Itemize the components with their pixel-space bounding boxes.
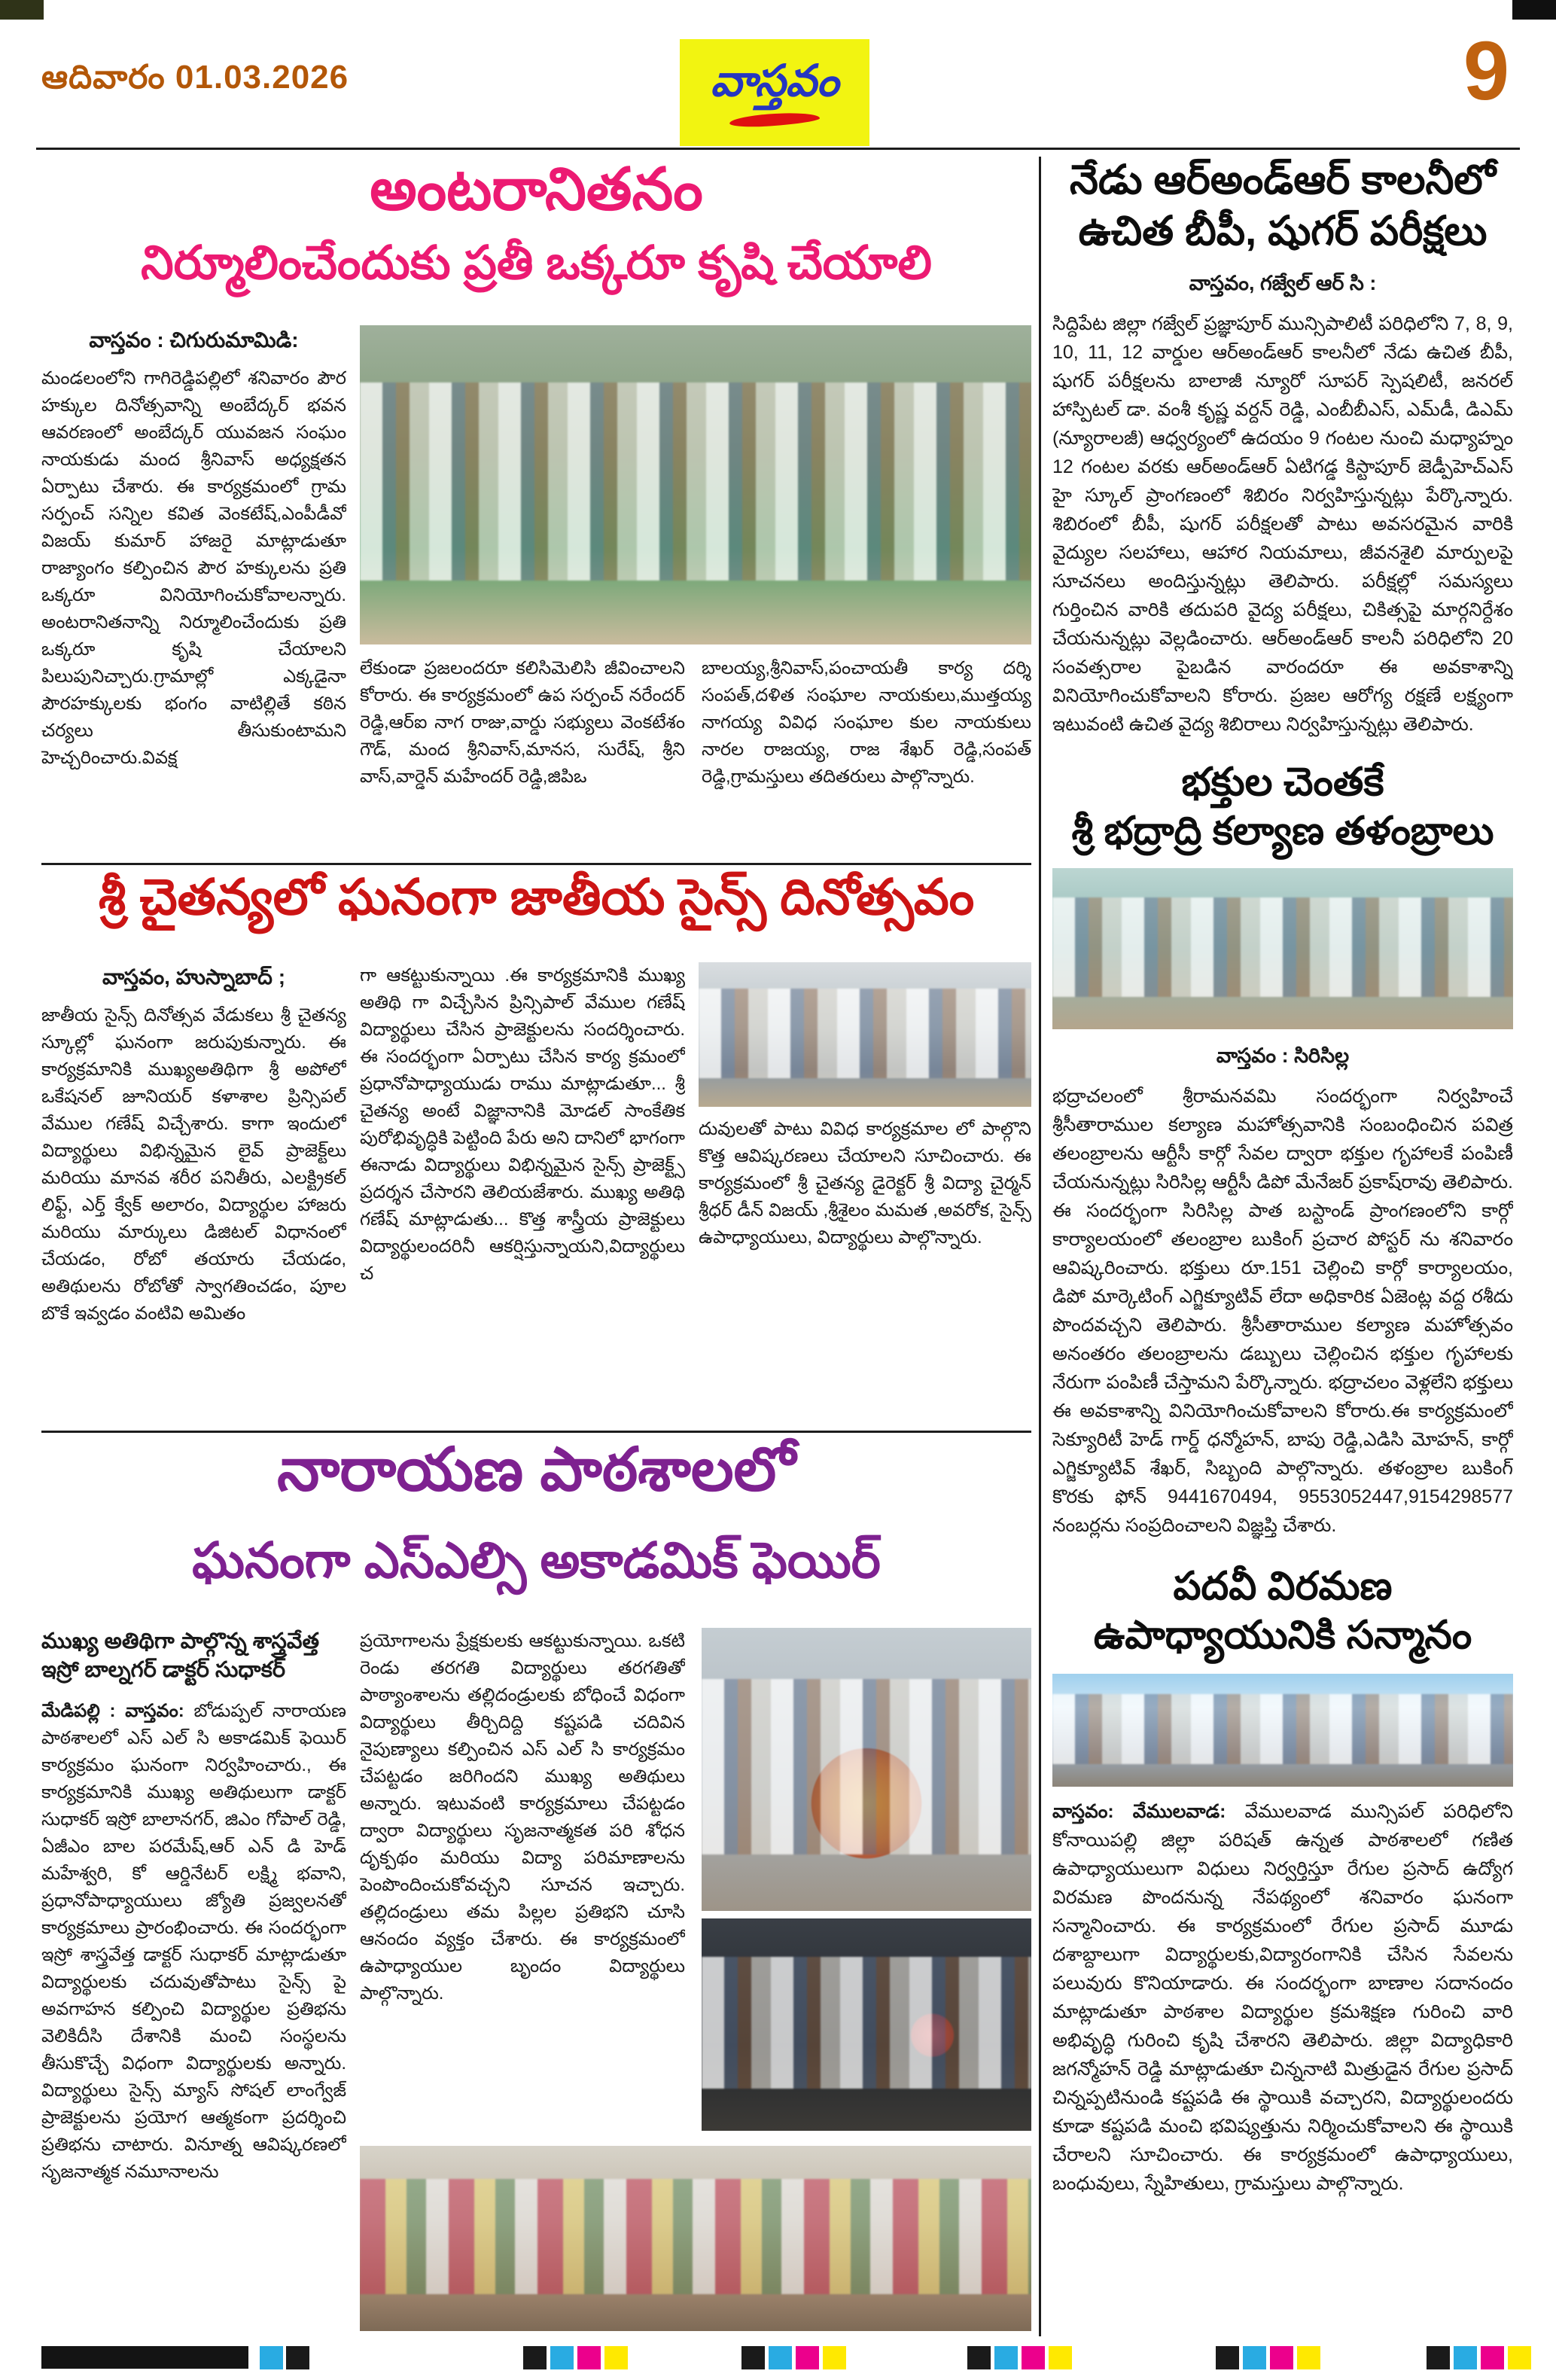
article1-text-col3: బాలయ్య,శ్రీనివాస్,పంచాయతీ కార్య దర్శి సంపత్,దళిత సంఘాల నాయకులు,ముత్తయ్య నాగయ్య వివిధ సంఘాల కుల నాయకులు నారల రాజయ్య, రాజ శేఖర్ రెడ్డి,సంపత్ రెడ్డి,గ్రామస్తులు తదితరులు పాల్గొన్నారు.: [702, 658, 1031, 787]
article2-column1: [41, 962, 346, 1423]
article1-text-col1: మండలంలోని గాగిరెడ్డిపల్లిలో శనివారం పౌర హక్కుల దినోత్సవాన్ని అంబేద్కర్ భవన ఆవరణంలో అంబేద్కర్ యువజన సంఘం నాయకుడు మంద శ్రీనివాస్ అధ్యక్షతన ఏర్పాటు చేశారు. ఈ కార్యక్రమంలో గ్రామ సర్పంచ్ సన్నిల కవిత వెంకటేష్,ఎంపీడీవో విజయ్ కుమార్ హాజరై మాట్లాడుతూ రాజ్యాంగం కల్పించిన పౌర హక్కులను ప్రతి ఒక్కరూ వినియోగించుకోవాలన్నారు. అంటరానితనాన్ని నిర్మూలించేందుకు ప్రతి ఒక్కరూ కృషి చేయాలని పిలుపునిచ్చారు.గ్రామాల్లో ఎక్కడైనా పౌరహక్కులకు భంగం వాటిల్లితే కఠిన చర్యలు తీసుకుంటామని హెచ్చరించారు.వివక్ష: [41, 368, 346, 768]
section-divider-1: [41, 863, 1031, 865]
right3-byline: వాస్తవం: వేములవాడ:: [1052, 1801, 1226, 1822]
right1-headline-line1: నేడు ఆర్అండ్ఆర్ కాలనీలో: [1070, 157, 1496, 203]
footer-black-bar: [41, 2346, 248, 2369]
right3-body-text: వేములవాడ మున్సిపల్ పరిధిలోని కోనాయిపల్లి జిల్లా పరిషత్ ఉన్నత పాఠశాలలో గణిత ఉపాధ్యాయులుగా విధులు నిర్వర్తిస్తూ రేగుల ప్రసాద్ ఉద్యోగ విరమణ పొందనున్న నేపథ్యంలో శనివారం ఘనంగా సన్మానించారు. ఈ కార్యక్రమంలో రేగుల ప్రసాద్ మూడు దశాబ్దాలుగా విద్యార్థులకు,విద్యారంగానికి చేసిన సేవలను పలువురు కొనియాడారు. ఈ సందర్భంగా బాణాల సదానందం మాట్లాడుతూ పాఠశాల విద్యార్థుల క్రమశిక్షణ గురించి వారి అభివృద్ధి గురించి కృషి చేశారని తెలిపారు. జిల్లా విద్యాధికారి జగన్మోహన్ రెడ్డి మాట్లాడుతూ చిన్ననాటి మిత్రుడైన రేగుల ప్రసాద్ చిన్నప్పటినుండి కష్టపడి ఈ స్థాయికి వచ్చారని, విద్యార్థులందరు కూడా కష్టపడి మంచి భవిష్యత్తును నిర్మించుకోవాలని ఈ స్థాయికి చేరాలని సూచించారు. ఈ కార్యక్రమంలో ఉపాధ్యాయులు, బంధువులు, స్నేహితులు, గ్రామస్తులు పాల్గొన్నారు.: [1052, 1801, 1513, 2194]
yellow-square: [1508, 2346, 1531, 2369]
column-divider: [1039, 157, 1041, 2336]
article3-byline: మేడిపల్లి : వాస్తవం:: [41, 1701, 184, 1722]
article2-text-col2: గా ఆకట్టుకున్నాయి .ఈ కార్యక్రమానికి ముఖ్య అతిథి గా విచ్చేసిన ప్రిన్సిపాల్ వేముల గణేష్ విద్యార్థులు చేసిన ప్రాజెక్టులను సందర్శించారు. ఈ సందర్భంగా ఏర్పాటు చేసిన కార్య క్రమంలో ప్రధానోపాధ్యాయుడు రాము మాట్లాడుతూ... శ్రీ చైతన్య అంటే విజ్ఞానానికి మోడల్ సాంకేతిక పురోభివృద్ధికి పెట్టింది పేరు అని దానిలో భాగంగా ఈనాడు విద్యార్థులు విభిన్నమైన సైన్స్ ప్రాజెక్ట్స్ ప్రదర్శన చేసారని తెలియజేశారు. ముఖ్య అతిథి గణేష్ మాట్లాడుతు... కొత్త శాస్త్రీయ ప్రాజెక్టులు విద్యార్థులందరినీ ఆకర్షిస్తున్నాయని,విద్యార్థులు చ: [360, 965, 685, 1284]
right2-photo: [1052, 868, 1513, 1029]
right3-headline-line1: పదవీ విరమణ: [1173, 1565, 1393, 1608]
article1: [41, 325, 1031, 858]
right2-headline-line2: శ్రీ భద్రాద్రి కల్యాణ తళంబ్రాలు: [1071, 809, 1494, 853]
article3-subhead-line1: ముఖ్య అతిథిగా పాల్గొన్న శాస్త్రవేత్త: [41, 1629, 320, 1653]
article2-headline: శ్రీ చైతన్యలో ఘనంగా జాతీయ సైన్స్ దినోత్సవం: [98, 869, 975, 925]
article2-text-col3: దువులతో పాటు వివిధ కార్యక్రమాల లో పాల్గొని కొత్త ఆవిష్కరణలు చేయాలని సూచించారు. ఈ కార్యక్రమంలో శ్రీ చైతన్య డైరెక్టర్ శ్రీ విద్యా చైర్మన్ శ్రీధర్ డీన్ విజయ్ ,శ్రీశైలం మమత ,అవరోక, సైన్స్ ఉపాధ్యాయులు, విద్యార్థులు పాల్గొన్నారు.: [699, 1119, 1031, 1248]
article1-photo: [360, 325, 1031, 645]
right1-byline: వాస్తవం, గజ్వేల్ ఆర్ సి :: [1189, 272, 1377, 294]
article3-text-col1: [41, 1698, 346, 2186]
black-square: [286, 2346, 309, 2369]
article3-photo-science-models: [702, 1918, 1031, 2131]
right3-photo: [1052, 1674, 1513, 1787]
article2-photo: [699, 962, 1031, 1107]
right1-body: సిద్దిపేట జిల్లా గజ్వేల్ ప్రజ్ఞాపూర్ మున్సిపాలిటీ పరిధిలోని 7, 8, 9, 10, 11, 12 వార్డుల ఆర్అండ్ఆర్ కాలనీలో నేడు ఉచిత బీపీ, షుగర్ పరీక్షలను బాలాజీ న్యూరో సూపర్ స్పెషలిటీ, జనరల్ హాస్పిటల్ డా. వంశీ కృష్ణ వర్దన్ రెడ్డి, ఎంబీబీఎస్, ఎమ్‌డీ, డిఎమ్ (న్యూరాలజీ) ఆధ్వర్యంలో ఉదయం 9 గంటల నుంచి మధ్యాహ్నం 12 గంటల వరకు ఆర్అండ్ఆర్ ఏటిగడ్డ కిస్టాపూర్ జెడ్పీహెచ్ఎస్ హై స్కూల్ ప్రాంగణంలో శిబిరం నిర్వహిస్తున్నట్లు పేర్కొన్నారు. శిబిరంలో బీపీ, షుగర్ పరీక్షలతో పాటు అవసరమైన వారికి వైద్యుల సలహాలు, ఆహార నియమాలు, జీవనశైలి మార్పులపై సూచనలు అందిస్తున్నట్లు తెలిపారు. పరీక్షల్లో సమస్యలు గుర్తించిన వారికి తదుపరి వైద్య పరీక్షలు, చికిత్సపై మార్గనిర్దేశం చేయనున్నట్లు వెల్లడించారు. ఆర్అండ్ఆర్ కాలనీ పరిధిలోని 20 సంవత్సరాల పైబడిన వారందరూ ఈ అవకాశాన్ని వినియోగించుకోవాలని కోరారు. ప్రజల ఆరోగ్య రక్షణే లక్ష్యంగా ఇటువంటి ఉచిత వైద్య శిబిరాలు నిర్వహిస్తున్నట్లు తెలిపారు.: [1052, 313, 1513, 735]
black-square: [741, 2346, 765, 2369]
article3-text-col1-body: బోడుప్పల్ నారాయణ పాఠశాలలో ఎస్ ఎల్ సి అకాడమిక్ ఫెయిర్ కార్యక్రమం ఘనంగా నిర్వహించారు., ఈ కార్యక్రమానికి ముఖ్య అతిథులుగా డాక్టర్ సుధాకర్ ఇస్రో బాలానగర్, జిఎం గోపాల్ రెడ్డి, ఏజీఎం బాల పరమేష్,ఆర్ ఎన్ డి హెడ్ మహేశ్వరి, కో ఆర్డినేటర్ లక్ష్మి భవాని, ప్రధానోపాధ్యాయులు జ్యోతి ప్రజ్వలనతో కార్యక్రమాలు ప్రారంభించారు. ఈ సందర్భంగా ఇస్రో శాస్త్రవేత్త డాక్టర్ సుధాకర్ మాట్లాడుతూ విద్యార్థులకు చదువుతోపాటు సైన్స్ పై అవగాహన కల్పించి విద్యార్థుల ప్రతిభను వెలికిదీసి దేశానికి మంచి సంస్థలను తీసుకొచ్చే విధంగా విద్యార్థులకు అన్నారు. విద్యార్థులు సైన్స్ మ్యాస్ సోషల్ లాంగ్వేజ్ ప్రాజెక్టులను ప్రయోగ ఆత్మకంగా ప్రదర్శించి ప్రతిభను చాటారు. వినూత్న ఆవిష్కరణలో సృజనాత్మక నమూనాలను: [41, 1701, 346, 2183]
header-divider: [36, 148, 1520, 150]
right1-headline-line2: ఉచిత బీపీ, షుగర్ పరీక్షలు: [1078, 208, 1487, 254]
article3-right-block: [360, 1628, 1031, 2337]
article1-column1: [41, 325, 346, 858]
article1-headline-line1: అంటరానితనం: [370, 156, 703, 222]
article3-photo-wide: [360, 2146, 1031, 2331]
footer-mark-pair: [260, 2346, 309, 2369]
article3-subhead: [41, 1628, 346, 1684]
article1-headline-line2: నిర్మూలించేందుకు ప్రతీ ఒక్కరూ కృషి చేయాలి: [141, 237, 932, 289]
footer-registration-strip: [0, 2343, 1556, 2372]
page-number: 9: [1463, 25, 1509, 117]
article1-byline: వాస్తవం : చిగురుమామిడి:: [89, 328, 299, 352]
article2: [41, 962, 1031, 1423]
right1-headline: [1052, 155, 1513, 257]
article3-text-col2: ప్రయోగాలను ప్రేక్షకులకు ఆకట్టుకున్నాయి. ఒకటి రెండు తరగతి విద్యార్థులు తరగతితో పాఠ్యాంశాలను తల్లిదండ్రులకు బోధించే విధంగా విద్యార్థులు తీర్చిదిద్ది కష్టపడి చదివిన నైపుణ్యాలు కల్పించిన ఎస్ ఎల్ సి కార్యక్రమం చేపట్టడం జరిగిందని ముఖ్య అతిథులు అన్నారు. ఇటువంటి కార్యక్రమాలు చేపట్టడం ద్వారా విద్యార్థులు సృజనాత్మకత పరి శోధన దృక్పథం మరియు విద్యా పరిమాణాలను పెంపొందించుకోవచ్చని సూచన ఇచ్చారు. తల్లిదండ్రులు తమ పిల్లల ప్రతిభని చూసి ఆనందం వ్యక్తం చేశారు. ఈ కార్యక్రమంలో ఉపాధ్యాయుల బృందం విద్యార్థులు పాల్గొన్నారు.: [360, 1631, 685, 2004]
cyan-square: [1243, 2346, 1266, 2369]
masthead-logo: [680, 39, 869, 146]
magenta-square: [1270, 2346, 1293, 2369]
footer-cmyk-group-1: [523, 2346, 628, 2369]
black-square: [1216, 2346, 1239, 2369]
cyan-square: [260, 2346, 283, 2369]
cyan-square: [550, 2346, 574, 2369]
black-square: [1427, 2346, 1450, 2369]
yellow-square: [604, 2346, 628, 2369]
cyan-square: [769, 2346, 792, 2369]
magenta-square: [1022, 2346, 1045, 2369]
footer-cmyk-group-3: [967, 2346, 1072, 2369]
section-divider-2: [41, 1431, 1031, 1433]
article2-text-col1: జాతీయ సైన్స్ దినోత్సవ వేడుకలు శ్రీ చైతన్య స్కూల్లో ఘనంగా జరుపుకున్నారు. ఈ కార్యక్రమానికి ముఖ్యఅతిథిగా శ్రీ అపోలో ఒకేషనల్ జూనియర్ కళాశాల ప్రిన్సిపల్ వేముల గణేష్ విచ్చేశారు. కాగా ఇందులో విద్యార్థులు విభిన్నమైన లైవ్ ప్రాజెక్ట్‌లు మరియు మానవ శరీర పనితీరు, ఎలక్ట్రికల్ లిఫ్ట్, ఎర్త్ క్వేక్ అలారం, విద్యార్థుల హాజరు మరియు మార్కులు డిజిటల్ విధానంలో చేయడం, రోబో తయారు చేయడం, అతిథులను రోబోతో స్వాగతించడం, పూల బొకే ఇవ్వడం వంటివి అమితం: [41, 1005, 346, 1324]
top-left-registration-mark: [0, 0, 44, 20]
article3-subhead-line2: ఇస్రో బాల్నగర్ డాక్టర్ సుధాకర్: [41, 1657, 286, 1682]
right3-headline: [1052, 1562, 1513, 1660]
magenta-square: [1481, 2346, 1504, 2369]
footer-cmyk-group-2: [741, 2346, 846, 2369]
yellow-square: [1049, 2346, 1072, 2369]
magenta-square: [577, 2346, 601, 2369]
article1-text-col2: లేకుండా ప్రజలందరూ కలిసిమెలిసి జీవించాలని కోరారు. ఈ కార్యక్రమంలో ఉప సర్పంచ్ నరేందర్ రెడ్డి,ఆర్ఐ నాగ రాజు,వార్డు సభ్యులు వెంకటేశం గౌడ్, మంద శ్రీనివాస్,మానస, సురేష్, శ్రీని వాస్,వార్డెన్ మహేందర్ రెడ్డి,జిపిఒ: [360, 658, 685, 787]
footer-cmyk-group-5: [1427, 2346, 1531, 2369]
right2-byline: వాస్తవం : సిరిసిల్ల: [1216, 1044, 1350, 1067]
right2-body: భద్రాచలంలో శ్రీరామనవమి సందర్భంగా నిర్వహించే శ్రీసీతారాముల కల్యాణ మహోత్సవానికి సంబంధించిన పవిత్ర తలంబ్రాలను ఆర్టీసీ కార్గో సేవల ద్వారా భక్తుల గృహాలకే పంపిణీ చేయనున్నట్లు సిరిసిల్ల ఆర్టీసీ డిపో మేనేజర్ ప్రకాష్‌రావు తెలిపారు. ఈ సందర్భంగా సిరిసిల్ల పాత బస్టాండ్ ప్రాంగణంలోని కార్గో కార్యాలయంలో తలంబ్రాల బుకింగ్ ప్రచార పోస్టర్ ను శనివారం ఆవిష్కరించారు. భక్తులు రూ.151 చెల్లించి కార్గో కార్యాలయం, డిపో మార్కెటింగ్ ఎగ్జిక్యూటివ్ లేదా అధికారిక ఏజెంట్ల వద్ద రశీదు పొందవచ్చని తెలిపారు. శ్రీసీతారాముల కల్యాణ మహోత్సవం అనంతరం తలంబ్రాలను డబ్బులు చెల్లించిన భక్తుల గృహాలకు నేరుగా పంపిణీ చేస్తామని పేర్కొన్నారు. భద్రాచలం వెళ్లలేని భక్తులు ఈ అవకాశాన్ని వినియోగించుకోవాలని కోరారు.ఈ కార్యక్రమంలో సెక్యూరిటీ హెడ్ గార్డ్ ధన్మోహన్, బాపు రెడ్డి,ఎడిసి మోహన్, కార్గో ఎగ్జిక్యూటివ్ శేఖర్, సిబ్బంది పాల్గొన్నారు. తళంబ్రాల బుకింగ్ కొరకు ఫోన్ 9441670494, 9553052447,9154298577 నంబర్లను సంప్రదించాలని విజ్ఞప్తి చేశారు.: [1052, 1086, 1513, 1536]
right3-headline-line2: ఉపాధ్యాయునికి సన్మానం: [1093, 1614, 1472, 1657]
article3-middle-row: [360, 1628, 1031, 2137]
article2-column3: [699, 962, 1031, 1423]
masthead-swoosh-icon: [729, 111, 821, 129]
article3-headline-line1: నారాయణ పాఠశాలలో: [277, 1436, 796, 1503]
top-right-registration-mark: [1512, 0, 1556, 20]
article3-photo-rangoli: [702, 1628, 1031, 1911]
article3-column1: [41, 1628, 346, 2337]
yellow-square: [823, 2346, 846, 2369]
article1-below-photo: [360, 655, 1031, 791]
magenta-square: [796, 2346, 819, 2369]
cyan-square: [1454, 2346, 1477, 2369]
cyan-square: [994, 2346, 1018, 2369]
yellow-square: [1297, 2346, 1320, 2369]
article2-byline: వాస్తవం, హుస్నాబాద్ ;: [102, 965, 286, 989]
article3: [41, 1628, 1031, 2337]
article3-photo-stack: [702, 1628, 1031, 2137]
right-column: [1052, 152, 1513, 2339]
right2-headline: [1052, 758, 1513, 856]
article3-headline-line2: ఘనంగా ఎస్ఎల్సి అకాడమిక్ ఫెయిర్: [192, 1532, 881, 1588]
edition-date: ఆదివారం 01.03.2026: [41, 59, 349, 96]
right2-headline-line1: భక్తుల చెంతకే: [1181, 760, 1384, 804]
black-square: [967, 2346, 991, 2369]
footer-cmyk-group-4: [1216, 2346, 1320, 2369]
masthead-logo-text: వాస్తవం: [710, 56, 839, 105]
article1-right-block: [360, 325, 1031, 858]
black-square: [523, 2346, 547, 2369]
right3-body: [1052, 1797, 1513, 2198]
